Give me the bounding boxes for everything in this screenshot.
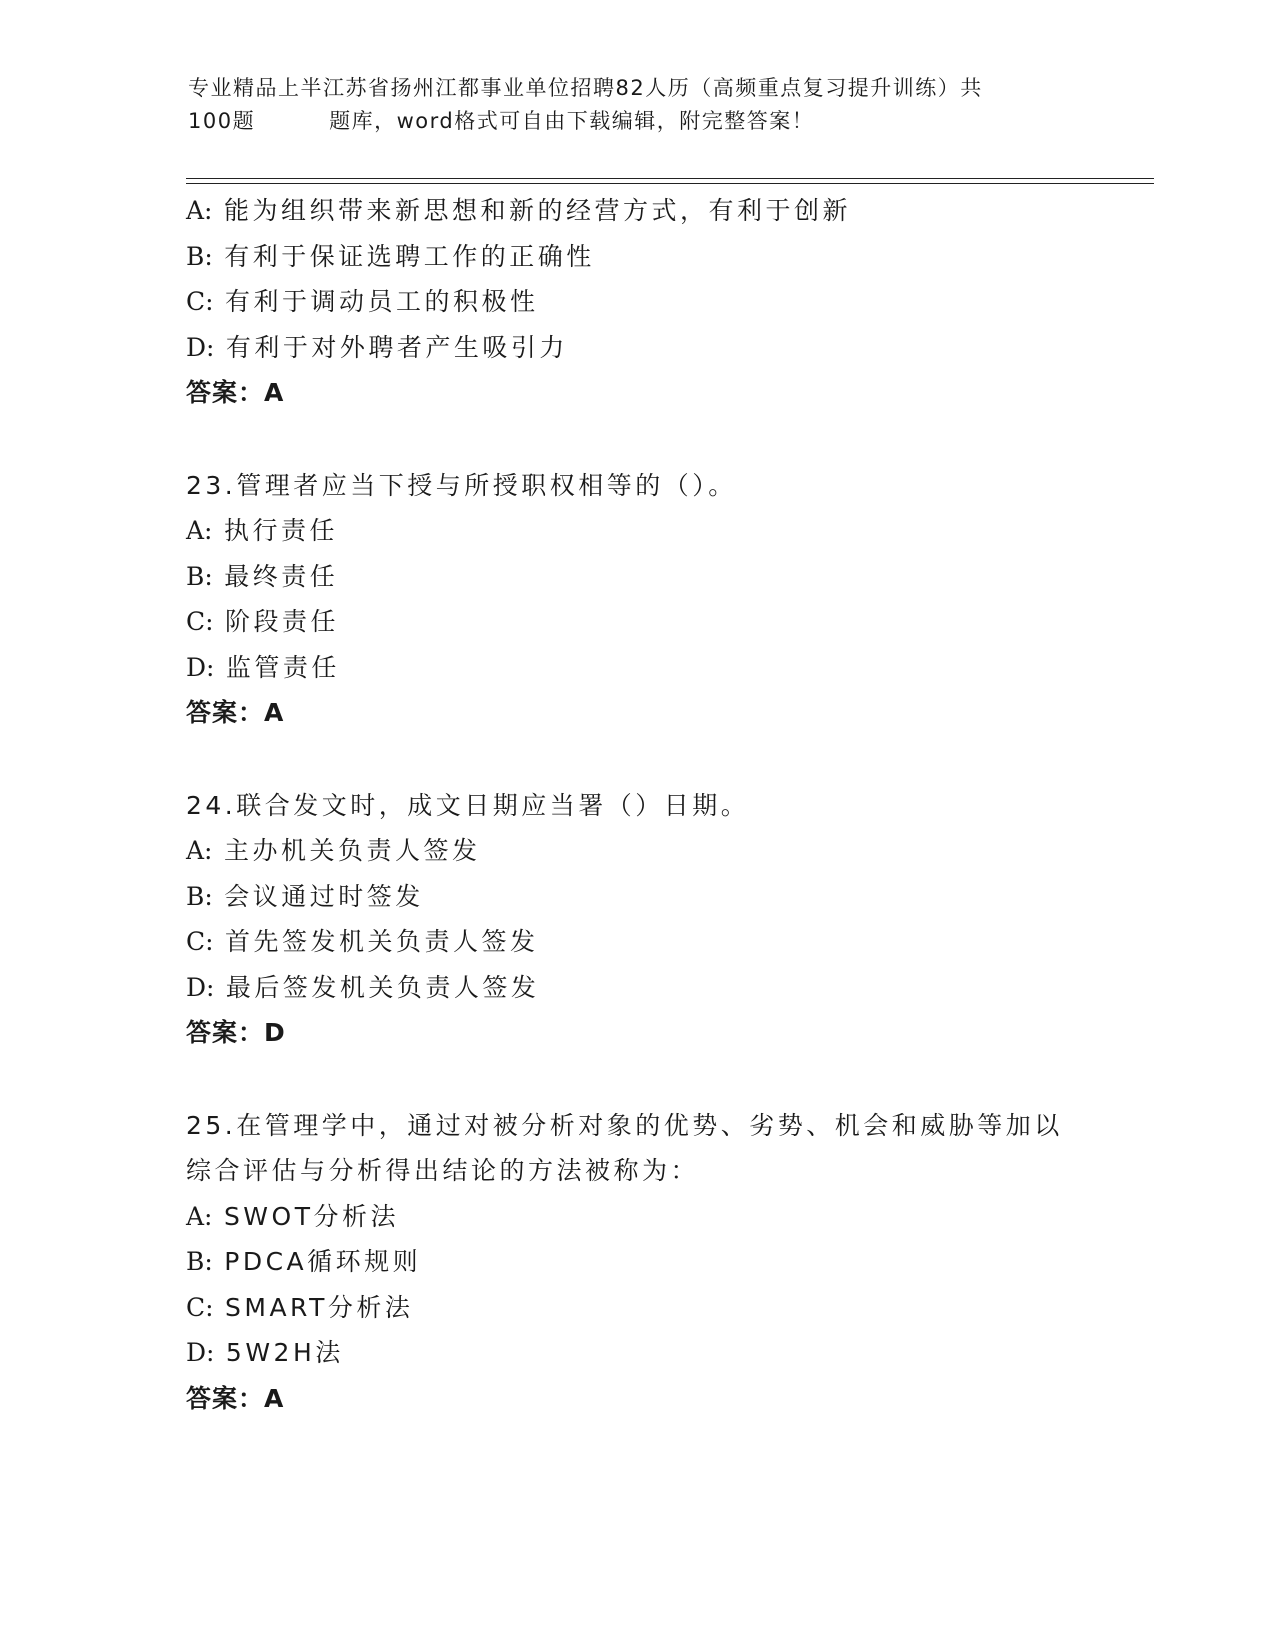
option-d: D: 监管责任 [186,652,340,682]
option-a: A: SWOT分析法 [186,1201,399,1231]
answer: 答案：A [186,378,285,407]
question-block [186,188,1146,416]
option-a: A: 主办机关负责人签发 [186,836,481,865]
question-block [186,1103,1146,1422]
question-list [186,188,1146,1421]
header-line-2 [188,105,1068,138]
option-b: B: 最终责任 [186,561,339,591]
option-a: A: 执行责任 [186,516,338,545]
answer: 答案：D [186,1018,286,1047]
option-d: D: 最后签发机关负责人签发 [186,972,540,1002]
question-text: 24.联合发文时，成文日期应当署（）日期。 [186,790,750,820]
question-block [186,783,1146,1056]
option-c: C: SMART分析法 [186,1292,414,1322]
answer: 答案：A [186,1383,285,1413]
header-rule-top [186,178,1154,179]
option-c: C: 首先签发机关负责人签发 [186,927,539,956]
option-d: D: 有利于对外聘者产生吸引力 [186,332,568,362]
header-question-count: 100题 [188,109,256,133]
header-description: 题库，word格式可自由下载编辑，附完整答案！ [329,109,815,133]
question-text: 23.管理者应当下授与所授职权相等的（）。 [186,470,737,500]
question-text: 25.在管理学中，通过对被分析对象的优势、劣势、机会和威胁等加以 [186,1110,1063,1140]
header-line-1: 专业精品上半江苏省扬州江都事业单位招聘82人历（高频重点复习提升训练）共 [188,76,983,100]
option-c: C: 阶段责任 [186,607,340,636]
option-b: B: 会议通过时签发 [186,881,424,911]
document-header [188,72,1068,138]
option-c: C: 有利于调动员工的积极性 [186,287,539,316]
question-block [186,463,1146,736]
header-rule-bottom [186,183,1154,184]
option-b: B: 有利于保证选聘工作的正确性 [186,241,595,271]
option-b: B: PDCA循环规则 [186,1247,422,1276]
answer: 答案：A [186,698,285,727]
option-d: D: 5W2H法 [186,1338,344,1367]
option-a: A: 能为组织带来新思想和新的经营方式，有利于创新 [186,196,851,225]
question-text-continued: 综合评估与分析得出结论的方法被称为： [186,1156,700,1185]
